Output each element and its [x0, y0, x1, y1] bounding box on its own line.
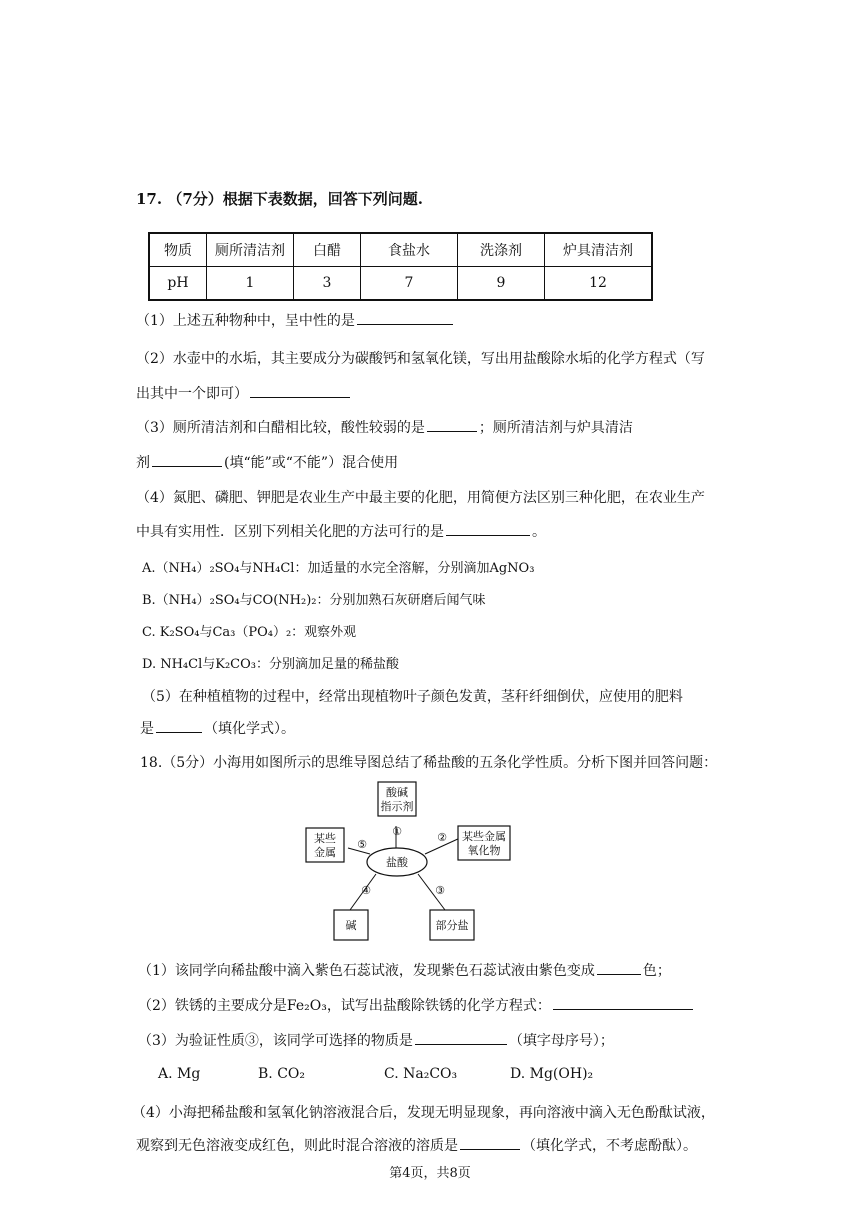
q18-part4-line1: （4）小海把稀盐酸和氢氧化钠溶液混合后，发现无明显现象，再向溶液中滴入无色酚酞试液， [132, 1105, 715, 1121]
q17-part1 [136, 310, 455, 330]
top-box-line2: 指示剂 [380, 800, 414, 813]
answer-blank[interactable] [427, 417, 477, 432]
q17-part5-line1: （5）在种植植物的过程中，经常出现植物叶子颜色发黄，茎秆纤细倒伏，应使用的肥料 [142, 689, 683, 705]
q17-option-d: D. NH₄Cl与K₂CO₃：分别滴加足量的稀盐酸 [142, 657, 399, 672]
q18-option-b: B. CO₂ [258, 1066, 305, 1082]
q18-part2 [138, 995, 695, 1015]
table-cell: 3 [294, 267, 361, 301]
q17-part2-line2 [136, 383, 352, 403]
ph-table [148, 232, 653, 301]
q17-part3-text-a: （3）厕所清洁剂和白醋相比较，酸性较弱的是 [136, 420, 425, 436]
q18-part2-text: （2）铁锈的主要成分是Fe₂O₃，试写出盐酸除铁锈的化学方程式： [138, 998, 551, 1014]
q17-part5-end: （填化学式）。 [204, 721, 295, 737]
q17-part3-text-c: 剂 [136, 455, 150, 471]
marker-2: ② [437, 831, 447, 844]
right-box-line2: 氧化物 [467, 844, 501, 857]
page-footer: 第4页，共8页 [389, 1166, 471, 1181]
answer-blank[interactable] [156, 718, 202, 733]
table-row [149, 233, 652, 267]
q18-part3 [138, 1030, 614, 1050]
table-cell: 9 [458, 267, 545, 301]
right-box-line1: 某些金属 [462, 830, 506, 843]
table-cell: 1 [207, 267, 294, 301]
table-cell: 12 [545, 267, 653, 301]
q17-part4-line1: （4）氮肥、磷肥、钾肥是农业生产中最主要的化肥，用简便方法区别三种化肥，在农业生产 [136, 490, 705, 506]
q17-part4-text: 中具有实用性．区别下列相关化肥的方法可行的是 [136, 524, 444, 540]
q18-part3-text: （3）为验证性质③，该同学可选择的物质是 [138, 1033, 413, 1049]
answer-blank[interactable] [597, 960, 641, 975]
left-box-line2: 金属 [314, 846, 336, 859]
answer-blank[interactable] [460, 1135, 520, 1150]
q17-option-c: C. K₂SO₄与Ca₃（PO₄）₂：观察外观 [142, 625, 357, 640]
q17-part3-line2 [136, 452, 398, 472]
q18-part1-text: （1）该同学向稀盐酸中滴入紫色石蕊试液，发现紫色石蕊试液由紫色变成 [138, 963, 595, 979]
q18-title: 18.（5分）小海用如图所示的思维导图总结了稀盐酸的五条化学性质。分析下图并回答问题： [140, 755, 718, 771]
table-cell: 洗涤剂 [458, 233, 545, 267]
q18-part3-end: （填字母序号）； [508, 1033, 614, 1049]
marker-4: ④ [361, 884, 371, 897]
left-box-line1: 某些 [314, 832, 336, 845]
marker-5: ⑤ [357, 838, 367, 851]
bottom-right-label: 部分盐 [435, 919, 469, 932]
table-cell: 厕所清洁剂 [207, 233, 294, 267]
q18-option-c: C. Na₂CO₃ [384, 1066, 458, 1082]
q18-option-a: A. Mg [158, 1066, 201, 1082]
marker-3: ③ [435, 884, 445, 897]
answer-blank[interactable] [152, 452, 222, 467]
q17-part2-text: 出其中一个即可） [136, 386, 248, 402]
q17-part3-text-b: ；厕所清洁剂与炉具清洁 [478, 420, 633, 436]
q17-title: 17. （7分）根据下表数据，回答下列问题. [136, 190, 423, 208]
answer-blank[interactable] [415, 1030, 507, 1045]
table-cell: 炉具清洁剂 [545, 233, 653, 267]
table-cell: pH [149, 267, 207, 301]
q17-part3-text-d: (填“能”或“不能”）混合使用 [224, 455, 399, 471]
q17-part4-line2 [136, 521, 546, 541]
q18-part4-end: （填化学式，不考虑酚酞）。 [522, 1138, 697, 1154]
q18-part4-line2 [136, 1135, 697, 1155]
q17-part5-line2 [140, 718, 295, 738]
q17-part4-end: 。 [532, 524, 546, 540]
q17-part1-text: （1）上述五种物种中，呈中性的是 [136, 313, 355, 329]
q18-part1 [138, 960, 671, 980]
answer-blank[interactable] [250, 383, 350, 398]
table-cell: 物质 [149, 233, 207, 267]
q17-part2-line1: （2）水壶中的水垢，其主要成分为碳酸钙和氢氧化镁，写出用盐酸除水垢的化学方程式（写 [136, 351, 705, 367]
q18-option-d: D. Mg(OH)₂ [510, 1066, 594, 1082]
q18-part4-text: 观察到无色溶液变成红色，则此时混合溶液的溶质是 [136, 1138, 458, 1154]
q17-part5-text: 是 [140, 721, 154, 737]
center-label: 盐酸 [386, 856, 408, 869]
answer-blank[interactable] [357, 310, 453, 325]
q17-part3-line1 [136, 417, 633, 437]
answer-blank[interactable] [553, 995, 693, 1010]
q17-option-a: A.（NH₄）₂SO₄与NH₄Cl：加适量的水完全溶解，分别滴加AgNO₃ [142, 561, 535, 576]
q17-option-b: B.（NH₄）₂SO₄与CO(NH₂)₂：分别加熟石灰研磨后闻气味 [142, 593, 486, 608]
table-cell: 食盐水 [361, 233, 458, 267]
marker-1: ① [392, 825, 402, 838]
top-box-line1: 酸碱 [386, 786, 408, 799]
bottom-left-label: 碱 [345, 919, 357, 932]
table-row [149, 267, 652, 301]
answer-blank[interactable] [446, 521, 530, 536]
table-cell: 7 [361, 267, 458, 301]
table-cell: 白醋 [294, 233, 361, 267]
hydrochloric-acid-mind-map [300, 778, 530, 948]
q18-part1-end: 色； [642, 963, 671, 979]
